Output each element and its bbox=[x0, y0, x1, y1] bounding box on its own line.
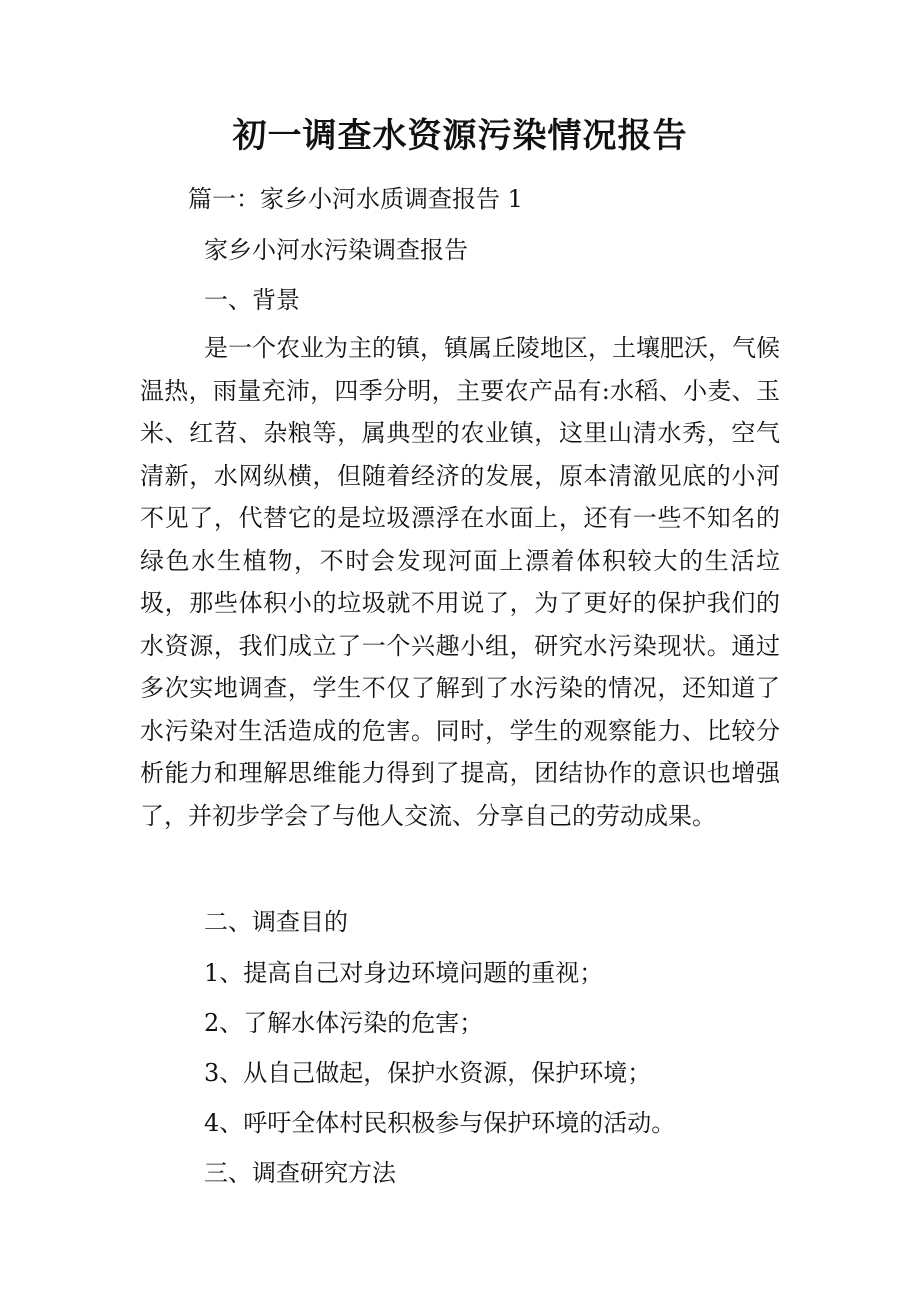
purpose-item: 1、提高自己对身边环境问题的重视； bbox=[204, 959, 604, 987]
method-heading: 三、调查研究方法 bbox=[204, 1159, 396, 1187]
background-heading: 一、背景 bbox=[204, 286, 300, 314]
purpose-heading: 二、调查目的 bbox=[204, 908, 348, 936]
report-title: 家乡小河水污染调查报告 bbox=[204, 236, 468, 264]
purpose-item: 3、从自己做起，保护水资源，保护环境； bbox=[204, 1059, 652, 1087]
document-title: 初一调查水资源污染情况报告 bbox=[232, 116, 688, 156]
background-paragraph: 是一个农业为主的镇，镇属丘陵地区，土壤肥沃，气候温热，雨量充沛，四季分明，主要农产品有:水稻、小麦、玉米、红苕、杂粮等，属典型的农业镇，这里山清水秀，空气清新，水网纵横，但随着经济的发展，原本清澈见底的小河不见了，代替它的是垃圾漂浮在水面上，还有一些不知名的绿色水生植物，不时会发现河面上漂着体积较大的生活垃圾，那些体积小的垃圾就不用说了，为了更好的保护我们的水资源，我们成立了一个兴趣小组，研究水污染现状。通过多次实地调查，学生不仅了解到了水污染的情况，还知道了水污染对生活造成的危害。同时，学生的观察能力、比较分析能力和理解思维能力得到了提高，团结协作的意识也增强了，并初步学会了与他人交流、分享自己的劳动成果。 bbox=[140, 334, 780, 830]
purpose-item: 2、了解水体污染的危害； bbox=[204, 1009, 484, 1037]
purpose-item: 4、呼吁全体村民积极参与保护环境的活动。 bbox=[204, 1109, 676, 1137]
section-heading: 篇一：家乡小河水质调查报告 1 bbox=[188, 185, 523, 213]
